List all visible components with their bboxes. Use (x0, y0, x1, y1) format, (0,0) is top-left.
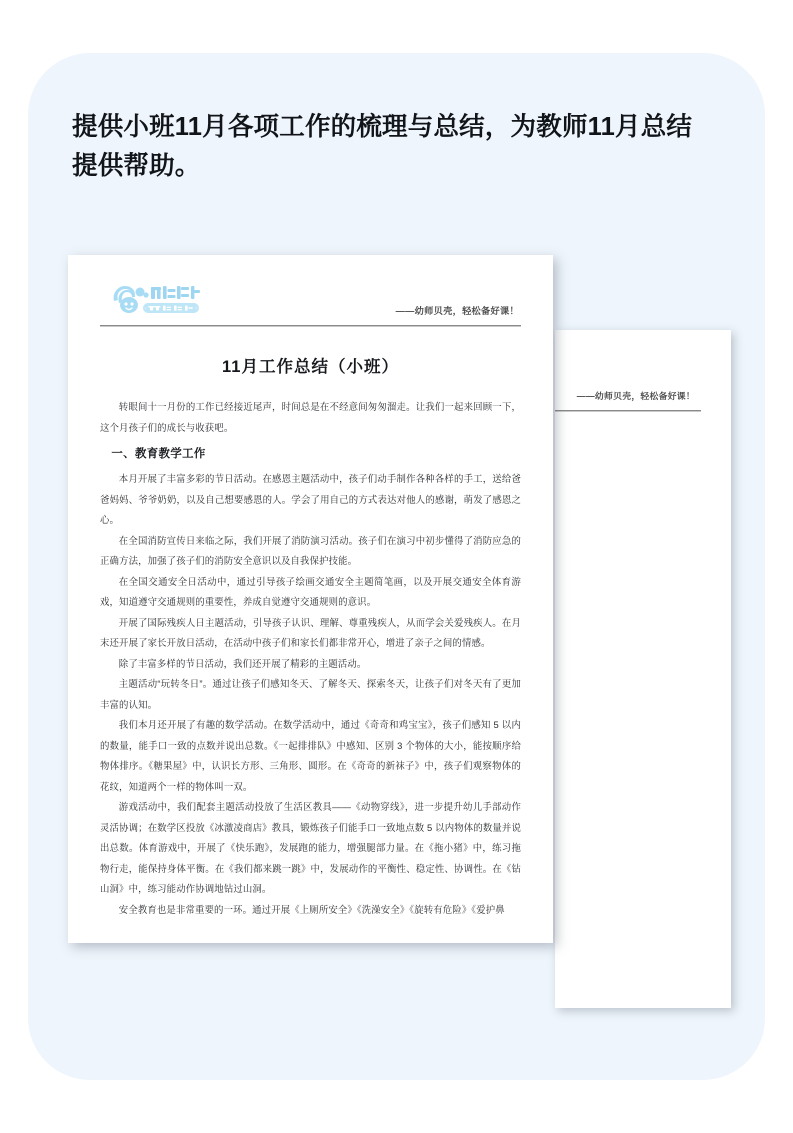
back-page-line (555, 462, 701, 485)
document-title: 11月工作总结（小班） (222, 358, 399, 376)
back-page-header (555, 364, 701, 408)
front-page-header (100, 275, 521, 323)
back-page-line (555, 669, 701, 692)
back-page-line (555, 439, 701, 462)
document-paragraph: 在全国消防宣传日来临之际，我们开展了消防演习活动。孩子们在演习中初步懂得了消防应急的正确方法，加强了孩子们的消防安全意识以及自我保护技能。 (100, 534, 521, 566)
shell-logo-icon (110, 283, 202, 317)
front-page-header-rule (100, 325, 521, 327)
document-heading: 一、教育教学工作 (111, 448, 206, 460)
back-page-line (555, 602, 701, 625)
document-paragraph: 在全国交通安全日活动中，通过引导孩子绘画交通安全主题简笔画，以及开展交通安全体育游戏，知道遵守交通规则的重要性，养成自觉遵守交通规则的意识。 (100, 575, 521, 607)
back-page-line (555, 512, 701, 535)
document-paragraph: 本月开展了丰富多彩的节日活动。在感恩主题活动中，孩子们动手制作各种各样的手工，送给爸爸妈妈、爷爷奶奶，以及自己想要感恩的人。学会了用自己的方式表达对他人的感谢，萌发了感恩之心。 (100, 473, 521, 525)
document-paragraph: 游戏活动中，我们配套主题活动投放了生活区教具——《动物穿线》，进一步提升幼儿手部动作灵活协调；在数学区投放《冰激凌商店》教具，锻炼孩子们能手口一致地点数 5 以内物体的数量并说出总数。体育游戏中，开展了《快乐跑》，发展跑的能力，增强腿部力量。在《拖小猪》中，练习拖物行走，能保持身体平衡。在《我们都来跳一跳》中，发展动作的平衡性、稳定性、协调性。在《钻山洞》中，练习能动作协调地钻过山洞。 (100, 801, 521, 894)
document-paragraph: 安全教育也是非常重要的一环。通过开展《上厕所安全》《洗澡安全》《旋转有危险》《爱护鼻 (118, 903, 505, 915)
document-paragraph: 开展了国际残疾人日主题活动，引导孩子认识、理解、尊重残疾人，从而学会关爱残疾人。在月末还开展了家长开放日活动，在活动中孩子们和家长们都非常开心，增进了亲子之间的情感。 (100, 616, 521, 648)
back-page-line (555, 535, 701, 558)
document-page-back-content (555, 330, 731, 1008)
page-headline: 提供小班11月各项工作的梳理与总结，为教师11月总结提供帮助。 (72, 113, 693, 180)
document-paragraph: 我们本月还开展了有趣的数学活动。在数学活动中，通过《奇奇和鸡宝宝》，孩子们感知 5 以内的数量，能手口一致的点数并说出总数。《一起排排队》中感知、区别 3 个物体的大小，能按顺序给物体排序。《糖果屋》中，认识长方形、三角形、圆形。在《奇奇的新袜子》中，孩子们观察物体的花纹，知道两个一样的物体叫一双。 (100, 719, 521, 792)
document-paragraph: 主题活动“玩转冬日”。通过让孩子们感知冬天、了解冬天、探索冬天，让孩子们对冬天有了更加丰富的认知。 (100, 678, 521, 710)
back-page-line (555, 715, 701, 738)
back-page-line (555, 692, 701, 715)
back-page-tagline: ——幼师贝壳，轻松备好课！ (576, 391, 695, 401)
document-page-back[interactable] (555, 330, 731, 1008)
document-page-front[interactable] (68, 255, 553, 943)
document-paragraph: 除了丰富多样的节日活动，我们还开展了精彩的主题活动。 (118, 657, 367, 669)
document-paragraph: 转眼间十一月份的工作已经接近尾声，时间总是在不经意间匆匆溜走。让我们一起来回顾一下，这个月孩子们的成长与收获吧。 (100, 401, 521, 433)
front-page-tagline: ——幼师贝壳，轻松备好课！ (395, 306, 519, 316)
